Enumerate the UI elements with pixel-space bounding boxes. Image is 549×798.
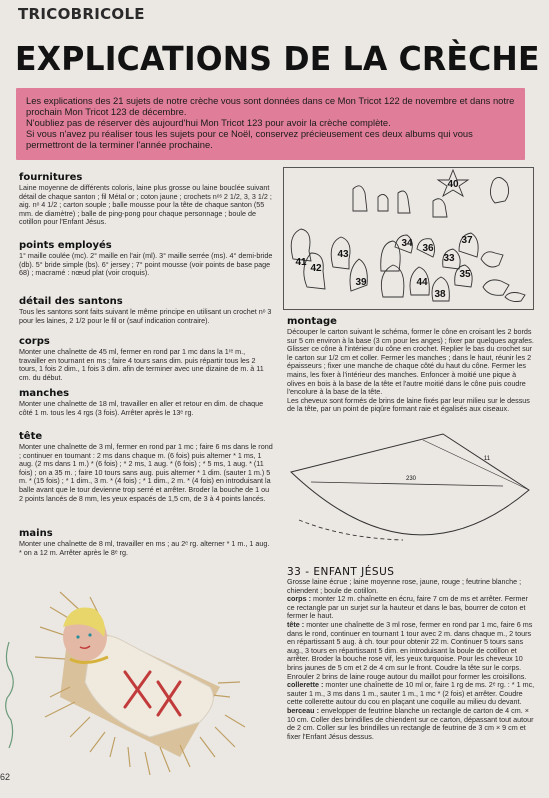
corps-heading: corps bbox=[19, 336, 50, 347]
figure-shape-1 bbox=[353, 186, 367, 211]
enfant-corps-text: monter 12 m. chaînette en écru, faire 7 cm de ms et arrêter. Fermer ce rectangle par un surjet sur la hauteur et dans le bas, bourrer de coton et fermer le haut. bbox=[287, 594, 528, 621]
manches-text: Monter une chaînette de 18 ml, travailler en aller et retour en dim. de chaque côté 1 m. tous les 4 rgs (3 fois). Arrêter après le 13ᵉ rg. bbox=[19, 399, 264, 417]
points-text: 1° maille coulée (mc). 2° maille en l'air (ml). 3° maille serrée (ms). 4° demi-bride (db). 5° bride simple (bs). 6° jersey ; 7° point mousse (voir points de base page 68) ; macramé : nœud plat (voir croquis). bbox=[19, 251, 273, 278]
manches-heading: manches bbox=[19, 388, 70, 399]
montage-heading: montage bbox=[287, 316, 337, 327]
enfant-jesus-photo bbox=[30, 587, 255, 777]
enfant-intro: Grosse laine écrue ; laine moyenne rose, jaune, rouge ; feutrine blanche ; chiendent ; boule de cotillon. bbox=[287, 577, 522, 595]
enfant-tete bbox=[287, 621, 537, 681]
label-39: 39 bbox=[355, 277, 367, 288]
section-brand: TRICOBRICOLE bbox=[18, 5, 145, 23]
detail-section bbox=[19, 296, 273, 325]
creche-figures-diagram bbox=[283, 167, 534, 310]
baby-eye-right bbox=[88, 633, 91, 636]
label-34: 34 bbox=[401, 238, 413, 249]
detail-heading: détail des santons bbox=[19, 296, 123, 307]
detail-text: Tous les santons sont faits suivant le même principe en utilisant un crochet nᵒ 3 pour les laines, 2 1/2 pour le fil or (sauf indication contraire). bbox=[19, 307, 272, 325]
label-41: 41 bbox=[295, 257, 307, 268]
montage-text-2: Les cheveux sont formés de brins de laine fixés par leur milieu sur le dessus de la tête, par un point de piqûre formant raie et égalisés aux ciseaux. bbox=[287, 395, 530, 414]
enfant-corps-label: corps : bbox=[287, 594, 311, 604]
corps-section bbox=[19, 336, 273, 382]
ox-shape bbox=[481, 252, 503, 267]
intro-line-2: N'oubliez pas de réserver dès aujourd'hui Mon Tricot 123 pour avoir la crèche complète. bbox=[26, 117, 391, 128]
margin-scribble bbox=[2, 640, 16, 750]
enfant-collerette bbox=[287, 681, 537, 707]
figure-shape-4 bbox=[433, 199, 447, 217]
page-number: 62 bbox=[0, 772, 11, 782]
baby-eye-left bbox=[76, 635, 79, 638]
fournitures-section bbox=[19, 172, 273, 227]
label-37: 37 bbox=[461, 235, 473, 246]
label-42: 42 bbox=[310, 263, 322, 274]
angel-shape bbox=[490, 177, 508, 203]
label-40: 40 bbox=[447, 179, 459, 190]
side-line bbox=[423, 440, 529, 490]
intro-line-1: Les explications des 21 sujets de notre crèche vous sont données dans ce Mon Tricot 122 de novembre et dans notre prochain Mon Tricot 123 de décembre. bbox=[26, 95, 515, 117]
page-title: EXPLICATIONS DE LA CRÈCHE bbox=[15, 39, 540, 78]
side-label: 11 bbox=[483, 456, 491, 462]
label-38: 38 bbox=[434, 289, 446, 300]
tete-text: Monter une chaînette de 3 ml, fermer en rond par 1 mc ; faire 6 ms dans le rond ; continuer en tournant : 2 ms dans chaque m. (6 fois) puis alterner * 1 ms, 1 aug. (2 ms dans 1 m.) * (6 fois) ; * 2 ms, 1 aug. * (6 fois) ; * 5 ms, 1 aug. * (11 fois) ; on a 35 m. ; faire 10 tours sans aug. puis alterner * 1 dim. (sauter 1 m.) 5 m. * (15 fois) ; * 1 dim., 3 m. * (4 fois) ; * 1 dim., 2 m. * (4 fois) en introduisant la balle avant que le tour devienne trop serré et arrêter. Broder la bouche de 1 ou 2 points lancés de 8 mm, les yeux espacés de 1,5 cm, de 3 à 4 points lancés. bbox=[19, 442, 273, 503]
enfant-collerette-text: monter une chaînette de 10 ml or, faire 1 rg de ms. 2ᵉ rg. : * 1 mc, sauter 1 m., 3 ms dans 1 m., sauter 1 m., 1 mc * (2 fois) et arrêter. Coudre cette collerette autour du cou en plaçant une coquille au milieu du devant. bbox=[287, 680, 535, 707]
enfant-berceau-text: envelopper de feutrine blanche un rectangle de carton de 4 cm. × 10 cm. Coller des brindilles de chiendent sur ce carton, dépassant tout autour de 2 cm. Coller sur les brindilles un rectangle de feutrine de 3 cm × 9 cm et fixer l'Enfant Jésus dessus. bbox=[287, 705, 534, 741]
tete-section bbox=[19, 431, 273, 503]
enfant-jesus-section bbox=[287, 566, 537, 741]
figure-shape-2 bbox=[378, 194, 388, 211]
enfant-heading: 33 - ENFANT JÉSUS bbox=[287, 566, 395, 578]
dimension-label: 230 bbox=[405, 476, 417, 482]
points-section bbox=[19, 240, 273, 278]
mains-text: Monter une chaînette de 8 ml, travailler en ms ; au 2ᵉ rg. alterner * 1 m., 1 aug. * on a 12 m. Arrêter après le 8ᵉ rg. bbox=[19, 539, 270, 557]
fournitures-heading: fournitures bbox=[19, 172, 83, 183]
figure-shape-b bbox=[381, 265, 404, 297]
enfant-corps bbox=[287, 595, 537, 621]
cone-pattern-diagram bbox=[283, 428, 538, 563]
manches-section bbox=[19, 388, 273, 417]
enfant-tete-label: tête : bbox=[287, 619, 305, 629]
enfant-tete-text: monter une chaînette de 3 ml rose, fermer en rond par 1 mc, faire 6 ms dans le rond, continuer en tournant 1 tour avec 2 m. dans chaque m., 2 tours en répartissant 5 aug. à ch. tour pour obtenir 22 m. Continuer 5 tours sans aug., 3 tours en répartissant 5 dim. en introduisant la boule de cotillon et arrêter. Broder la bouche rose vif, les yeux turquoise. Pour les cheveux 10 brins jaunes de 5 cm et 2 de 4 cm sur le front. Coudre la tête sur le corps. Enrouler 2 brins de laine rouge autour du maillot pour former les croisillons. bbox=[287, 619, 533, 681]
tete-heading: tête bbox=[19, 431, 43, 442]
fournitures-text: Laine moyenne de différents coloris, laine plus grosse ou laine bouclée suivant détail de chaque santon ; fil Métal or ; coton jaune ; crochets nᵒˢ 2 1/2, 3, 3 1/2 ; aig. nᵒ 4 1/2 ; carton souple ; balle mousse pour la tête de chaque santon (55 mm. de diamètre) ; balle de ping-pong pour chaque personnage ; boule de cotillon pour l'Enfant Jésus. bbox=[19, 183, 272, 227]
enfant-collerette-label: collerette : bbox=[287, 680, 324, 690]
sheep-shape bbox=[505, 293, 525, 302]
points-heading: points employés bbox=[19, 240, 112, 251]
corps-text: Monter une chaînette de 45 ml, fermer en rond par 1 mc dans la 1ʳᵉ m., travailler en tournant en ms ; faire 4 tours sans dim. puis répartir tous les 2 tours, 1 fois 2 dim., 1 fois 3 dim. afin de terminer avec une dizaine de m. à 11 cm. du début. bbox=[19, 347, 264, 382]
enfant-berceau-label: berceau : bbox=[287, 705, 319, 715]
montage-text: Découper le carton suivant le schéma, former le cône en croisant les 2 bords sur 5 cm environ à la base (3 cm pour les anges) ; fixer par quelques agrafes. Glisser ce cône à l'intérieur du cône en crochet. Replier le bas du crochet sur le carton sur 1/2 cm et coller. Fermer les manches ; dans le haut, réunir les 2 épaisseurs ; fixer une manche de chaque côté du haut du cône. Fermer les mains, les fixer à l'intérieur des manches. Enfoncer à moitié une pique à olives en bois à la base de la tête et l'autre moitié dans le cône puis coudre l'encolure à la base de la tête. bbox=[287, 327, 534, 397]
donkey-shape bbox=[483, 280, 509, 295]
label-44: 44 bbox=[416, 277, 428, 288]
enfant-berceau bbox=[287, 707, 537, 741]
intro-line-3: Si vous n'avez pu réaliser tous les sujets pour ce Noël, conservez précieusement ces deux albums qui vous permettront de la terminer l'année prochaine. bbox=[26, 128, 473, 150]
label-33: 33 bbox=[443, 253, 455, 264]
label-36: 36 bbox=[422, 243, 434, 254]
montage-section bbox=[287, 316, 535, 414]
mains-heading: mains bbox=[19, 528, 53, 539]
figure-shape-3 bbox=[398, 191, 410, 213]
label-43: 43 bbox=[337, 249, 349, 260]
label-35: 35 bbox=[459, 269, 471, 280]
mains-section bbox=[19, 528, 273, 557]
dimension-line bbox=[311, 482, 503, 486]
intro-box bbox=[16, 88, 525, 160]
